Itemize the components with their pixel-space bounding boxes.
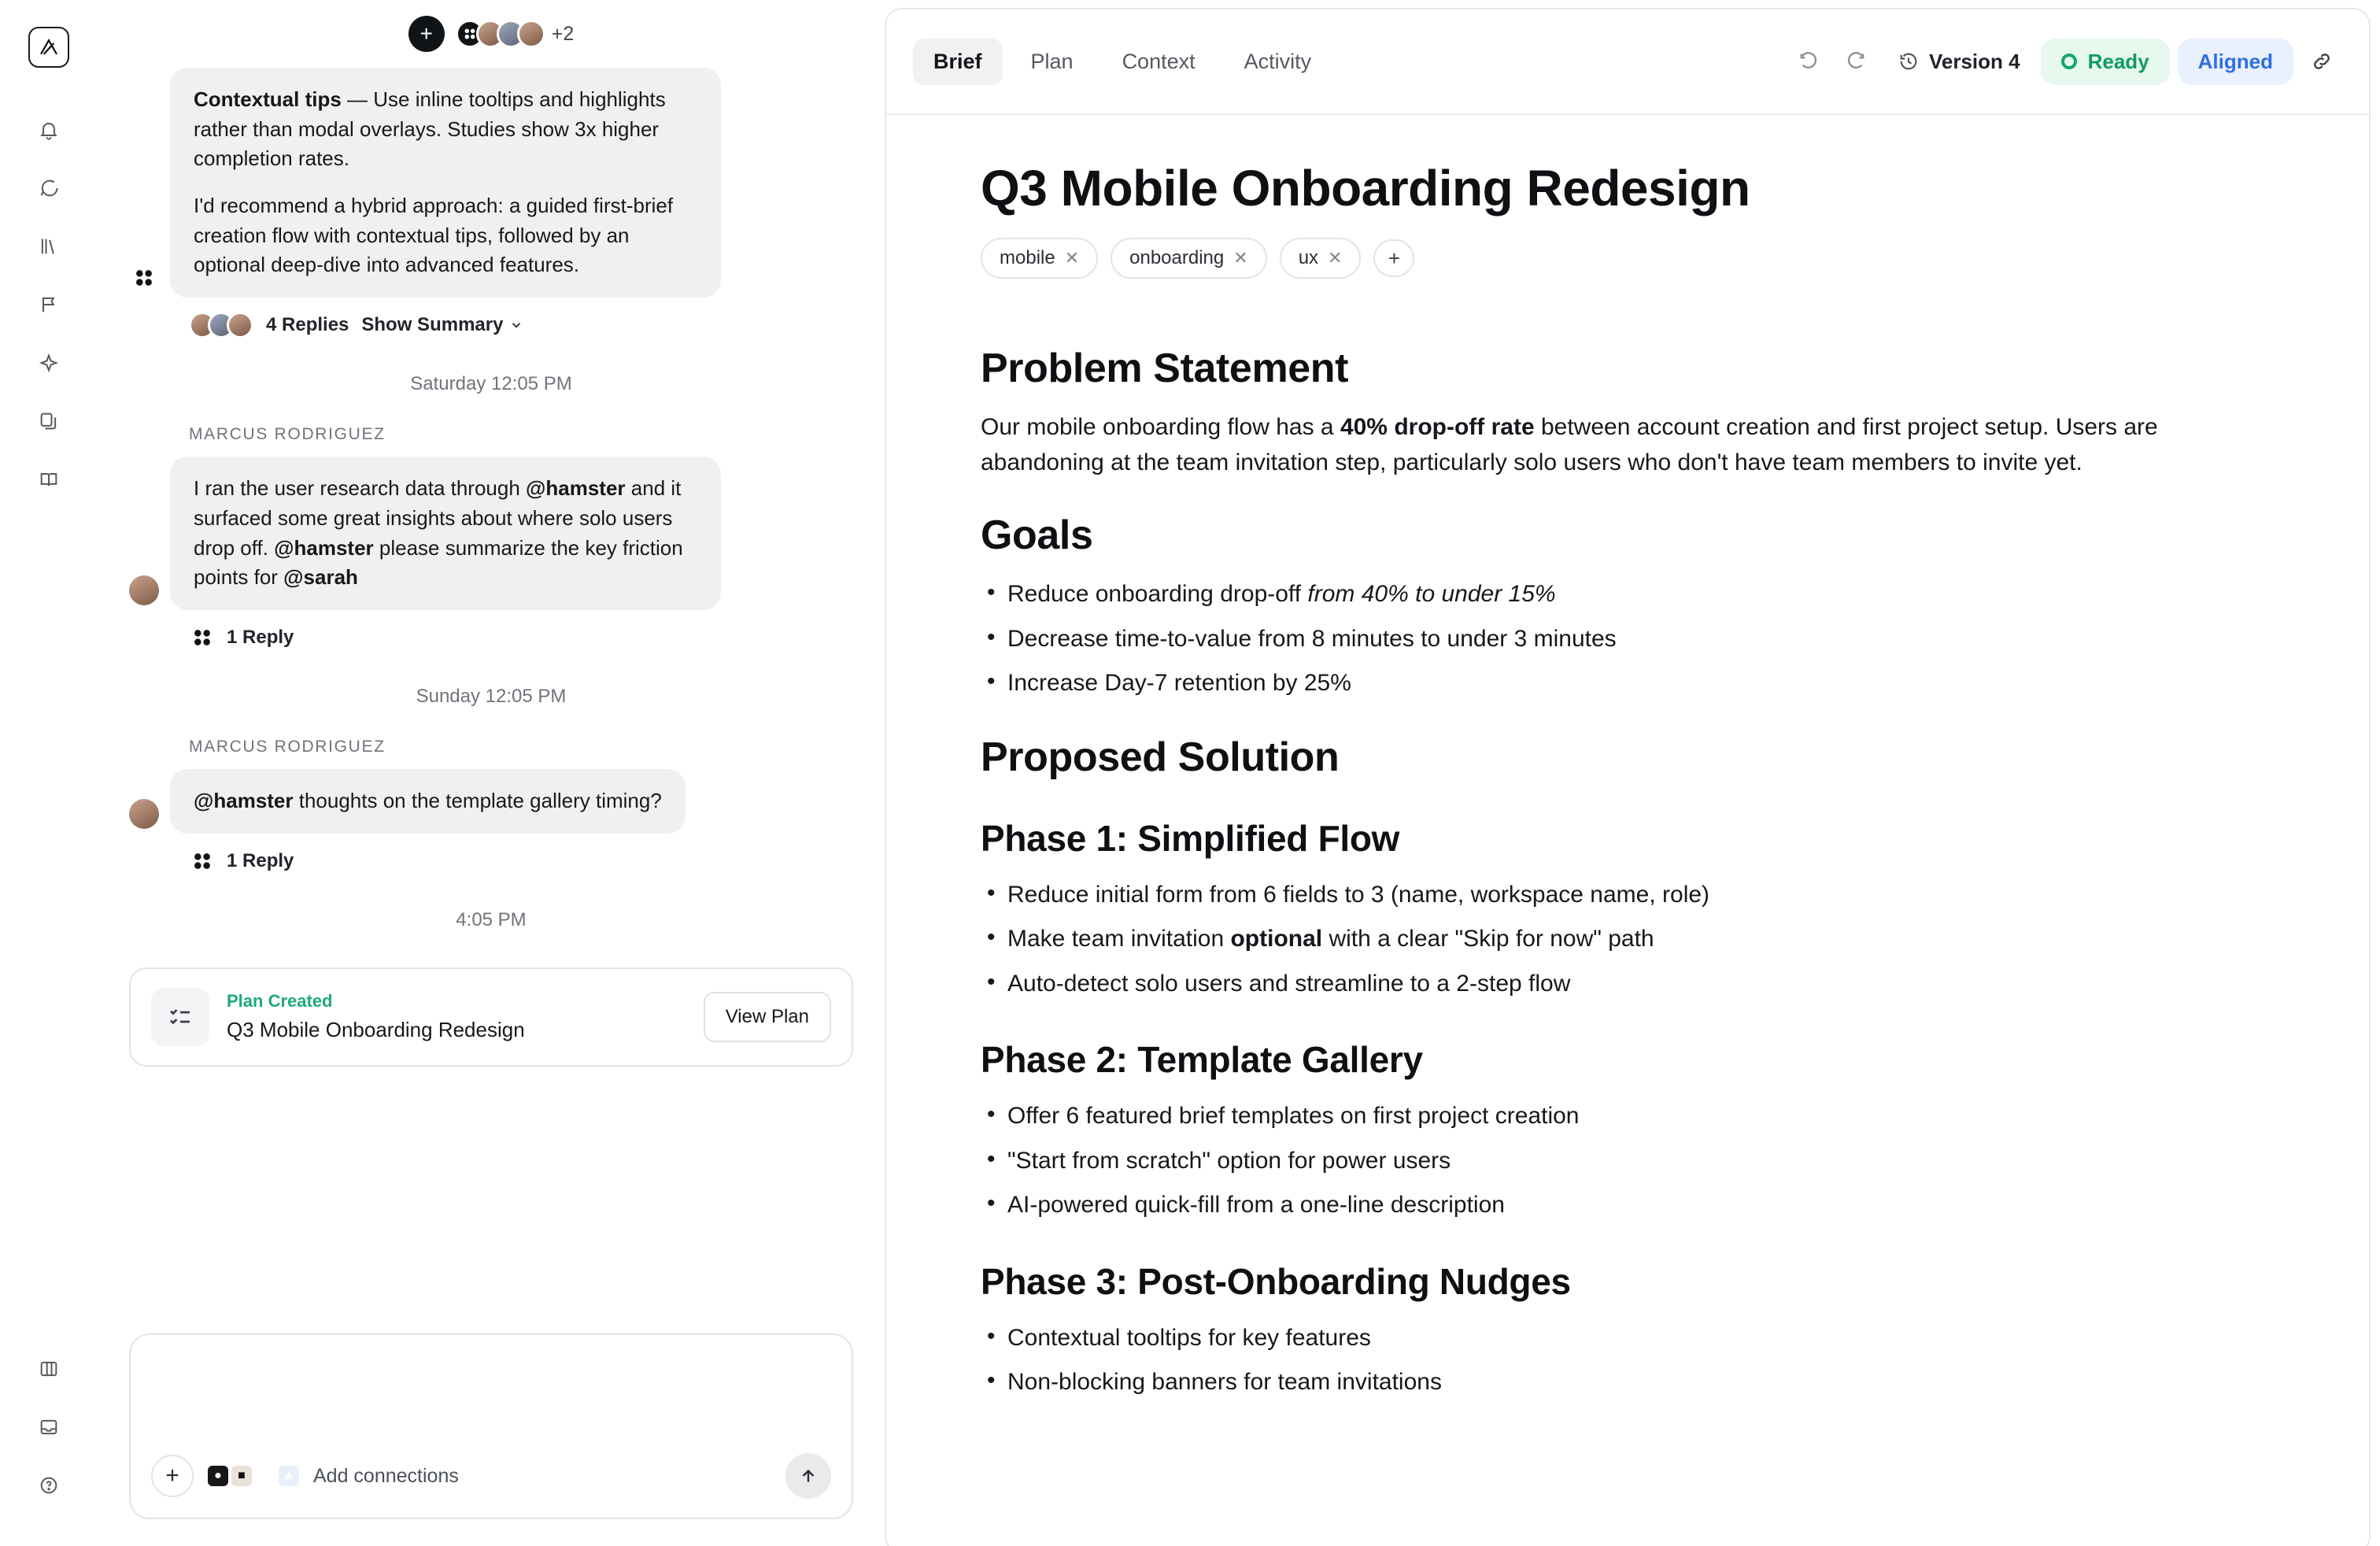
message-paragraph	[194, 474, 697, 593]
sidebar-item-import[interactable]	[26, 1404, 72, 1450]
document-panel	[885, 8, 2371, 1546]
rail-bottom	[26, 1346, 72, 1546]
mention-hamster[interactable]: @hamster	[274, 535, 374, 560]
thread-replies[interactable]	[189, 312, 853, 338]
avatar	[129, 799, 159, 829]
tab-plan[interactable]: Plan	[1030, 49, 1074, 73]
sidebar-item-documents[interactable]	[26, 398, 72, 444]
tip-lead: Contextual tips	[194, 87, 342, 111]
section-heading-proposed-solution: Proposed Solution	[981, 734, 1340, 780]
status-dot-icon	[2061, 54, 2077, 69]
close-icon[interactable]: ✕	[1328, 248, 1343, 268]
list-item	[981, 921, 2275, 958]
list-item: • AI-powered quick-fill from a one-line description	[981, 1187, 2275, 1224]
phase-1-list	[981, 877, 2275, 1003]
avatar	[517, 20, 545, 48]
send-button[interactable]	[785, 1453, 831, 1499]
section-heading-goals: Goals	[981, 512, 1093, 558]
page-title: Q3 Mobile Onboarding Redesign	[981, 160, 1750, 216]
new-chat-button[interactable]	[408, 16, 445, 52]
text-run-bold: optional	[1230, 926, 1323, 952]
text-run: I ran the user research data through	[194, 476, 527, 501]
github-icon[interactable]: ●	[208, 1466, 228, 1486]
connection-icons[interactable]	[208, 1466, 299, 1486]
close-icon[interactable]: ✕	[1064, 248, 1080, 268]
goals-list	[981, 576, 2275, 702]
chat-bubble-icon	[38, 177, 60, 199]
question-circle-icon	[38, 1474, 60, 1496]
reply-count: 1 Reply	[227, 626, 294, 648]
timestamp-divider: Sunday 12:05 PM	[416, 685, 567, 707]
highlight-drop-off-rate: 40% drop-off rate	[1340, 414, 1535, 440]
phase-2-list	[981, 1098, 2275, 1224]
tag-onboarding[interactable]	[1111, 238, 1267, 279]
composer-add-label: +	[165, 1463, 179, 1489]
notion-icon[interactable]: ■	[231, 1466, 252, 1486]
inbox-arrow-icon	[38, 1416, 60, 1438]
sidebar-item-library[interactable]	[26, 224, 72, 269]
bell-icon	[38, 119, 60, 141]
tip-body: — Use inline tooltips and highlights rather than modal overlays. Studies show 3x higher completion rates.	[194, 87, 666, 171]
message-paragraph: I'd recommend a hybrid approach: a guided first-brief creation flow with contextual tips, followed by an optional deep-dive into advanced features.	[194, 194, 674, 277]
message-composer[interactable]	[129, 1333, 853, 1519]
list-item	[981, 576, 2275, 613]
participant-avatars[interactable]	[456, 20, 575, 48]
drive-icon[interactable]: ▲	[279, 1466, 299, 1486]
sidebar-item-notifications[interactable]	[26, 107, 72, 153]
list-item: • Offer 6 featured brief templates on first project creation	[981, 1098, 2275, 1135]
checklist-icon	[151, 988, 209, 1046]
sidebar-item-reading[interactable]	[26, 457, 72, 502]
thread-reply[interactable]	[189, 624, 853, 651]
message-paragraph	[194, 85, 697, 174]
version-label: Version 4	[1928, 49, 2020, 73]
text-run: please summarize the key friction points for	[194, 535, 683, 590]
view-plan-button[interactable]: View Plan	[704, 992, 831, 1042]
plan-card-kicker: Plan Created	[227, 991, 333, 1012]
share-link-button[interactable]	[2301, 41, 2342, 82]
close-icon[interactable]: ✕	[1233, 248, 1248, 268]
section-heading-problem-statement: Problem Statement	[981, 346, 1349, 391]
copy-icon	[38, 410, 60, 432]
message-paragraph	[194, 786, 662, 816]
sidebar-item-flags[interactable]	[26, 282, 72, 327]
sidebar-item-sparkle[interactable]	[26, 340, 72, 386]
plan-card-title: Q3 Mobile Onboarding Redesign	[227, 1018, 525, 1042]
timestamp-divider: Saturday 12:05 PM	[410, 373, 572, 395]
text-run: thoughts on the template gallery timing?	[293, 788, 662, 812]
message-bubble	[170, 68, 721, 298]
app-logo-icon[interactable]	[28, 27, 69, 68]
reply-count: 1 Reply	[227, 849, 294, 871]
undo-icon	[1797, 50, 1819, 72]
version-selector[interactable]	[1885, 40, 2033, 83]
list-item: • Auto-detect solo users and streamline to a 2-step flow	[981, 966, 2275, 1003]
message-user	[129, 769, 853, 834]
text-run: and it surfaced some great insights about where solo users drop off.	[194, 476, 682, 560]
history-icon	[1898, 50, 1920, 72]
problem-statement-paragraph	[981, 409, 2275, 480]
tab-context[interactable]: Context	[1122, 49, 1196, 73]
book-open-icon	[38, 468, 60, 490]
mention-sarah[interactable]: @sarah	[283, 565, 358, 590]
text-run: between account creation and first project setup. Users are abandoning at the team invitation step, particularly solo users who don't have team members to invite yet.	[981, 414, 2158, 475]
sidebar-item-help[interactable]	[26, 1463, 72, 1508]
mention-hamster[interactable]: @hamster	[526, 476, 626, 501]
tag-ux[interactable]	[1280, 238, 1362, 279]
list-item: • Non-blocking banners for team invitations	[981, 1364, 2275, 1401]
undo-button[interactable]	[1787, 41, 1828, 82]
thread-reply[interactable]	[189, 848, 853, 875]
status-badge-ready[interactable]	[2041, 39, 2170, 85]
message-author: MARCUS RODRIGUEZ	[189, 425, 386, 444]
avatar	[129, 575, 159, 605]
list-item: • Contextual tooltips for key features	[981, 1320, 2275, 1357]
section-heading-phase-3: Phase 3: Post-Onboarding Nudges	[981, 1260, 1571, 1302]
status-ready-label: Ready	[2087, 49, 2149, 73]
avatar-overflow-count: +2	[551, 22, 575, 45]
columns-icon	[38, 1358, 60, 1380]
show-summary-label: Show Summary	[361, 314, 504, 336]
section-heading-phase-2: Phase 2: Template Gallery	[981, 1039, 1423, 1080]
sparkle-icon	[38, 352, 60, 374]
new-chat-label: +	[419, 21, 433, 46]
chevron-down-icon	[509, 318, 523, 332]
message-author: MARCUS RODRIGUEZ	[189, 737, 386, 756]
text-run: Our mobile onboarding flow has a	[981, 414, 1340, 440]
composer-toolbar	[151, 1453, 831, 1499]
mention-hamster[interactable]: @hamster	[194, 788, 294, 812]
replies-count[interactable]: 4 Replies	[266, 314, 349, 336]
show-summary-button[interactable]	[361, 314, 523, 336]
books-icon	[38, 235, 60, 257]
document-toolbar	[886, 9, 2369, 115]
message-bubble	[170, 457, 721, 610]
hamster-logo-icon	[189, 624, 216, 651]
message-bubble	[170, 769, 686, 834]
tab-brief[interactable]: Brief	[913, 39, 1003, 85]
tag-label: onboarding	[1129, 247, 1225, 268]
status-badge-aligned[interactable]	[2178, 39, 2293, 85]
section-heading-phase-1: Phase 1: Simplified Flow	[981, 817, 1400, 859]
composer-add-button[interactable]	[151, 1455, 194, 1497]
list-item: • Increase Day-7 retention by 25%	[981, 665, 2275, 702]
document-body[interactable]	[886, 115, 2369, 1546]
tag-mobile[interactable]	[981, 238, 1098, 279]
text-run: Reduce onboarding drop-off	[1007, 581, 1308, 607]
text-run-italic: from 40% to under 15%	[1307, 581, 1556, 607]
reply-avatars	[189, 312, 253, 338]
hamster-logo-icon	[131, 264, 157, 291]
tab-activity[interactable]: Activity	[1244, 49, 1312, 73]
avatar-assistant	[129, 263, 159, 293]
text-run: Make team invitation	[1007, 926, 1231, 952]
redo-button[interactable]	[1836, 41, 1877, 82]
chat-panel	[98, 0, 885, 1546]
tag-list	[981, 238, 2275, 279]
left-rail	[0, 0, 98, 1546]
status-aligned-label: Aligned	[2197, 49, 2273, 73]
chat-message-list[interactable]	[98, 68, 885, 1307]
sidebar-item-chat[interactable]	[26, 165, 72, 211]
redo-icon	[1846, 50, 1868, 72]
slack-icon[interactable]: ✦	[255, 1466, 275, 1486]
add-connections-label[interactable]: Add connections	[313, 1464, 459, 1487]
avatar	[227, 312, 253, 338]
list-item: • Decrease time-to-value from 8 minutes to under 3 minutes	[981, 621, 2275, 658]
plan-card-text	[227, 991, 686, 1042]
phase-3-list	[981, 1320, 2275, 1401]
tag-label: mobile	[1000, 247, 1055, 268]
arrow-up-icon	[798, 1466, 819, 1486]
list-item: • Reduce initial form from 6 fields to 3 (name, workspace name, role)	[981, 877, 2275, 914]
flag-icon	[38, 294, 60, 316]
timestamp-divider: 4:05 PM	[456, 908, 527, 930]
list-item: • "Start from scratch" option for power users	[981, 1143, 2275, 1180]
message-user	[129, 457, 853, 610]
sidebar-item-panel-layout[interactable]	[26, 1346, 72, 1392]
message-assistant	[129, 68, 853, 298]
link-icon	[2311, 50, 2333, 72]
add-tag-button[interactable]: +	[1373, 239, 1414, 277]
hamster-logo-icon	[189, 848, 216, 875]
chat-header	[98, 0, 885, 68]
plan-created-card[interactable]	[129, 967, 853, 1067]
text-run: with a clear "Skip for now" path	[1322, 926, 1654, 952]
tag-label: ux	[1298, 247, 1319, 268]
